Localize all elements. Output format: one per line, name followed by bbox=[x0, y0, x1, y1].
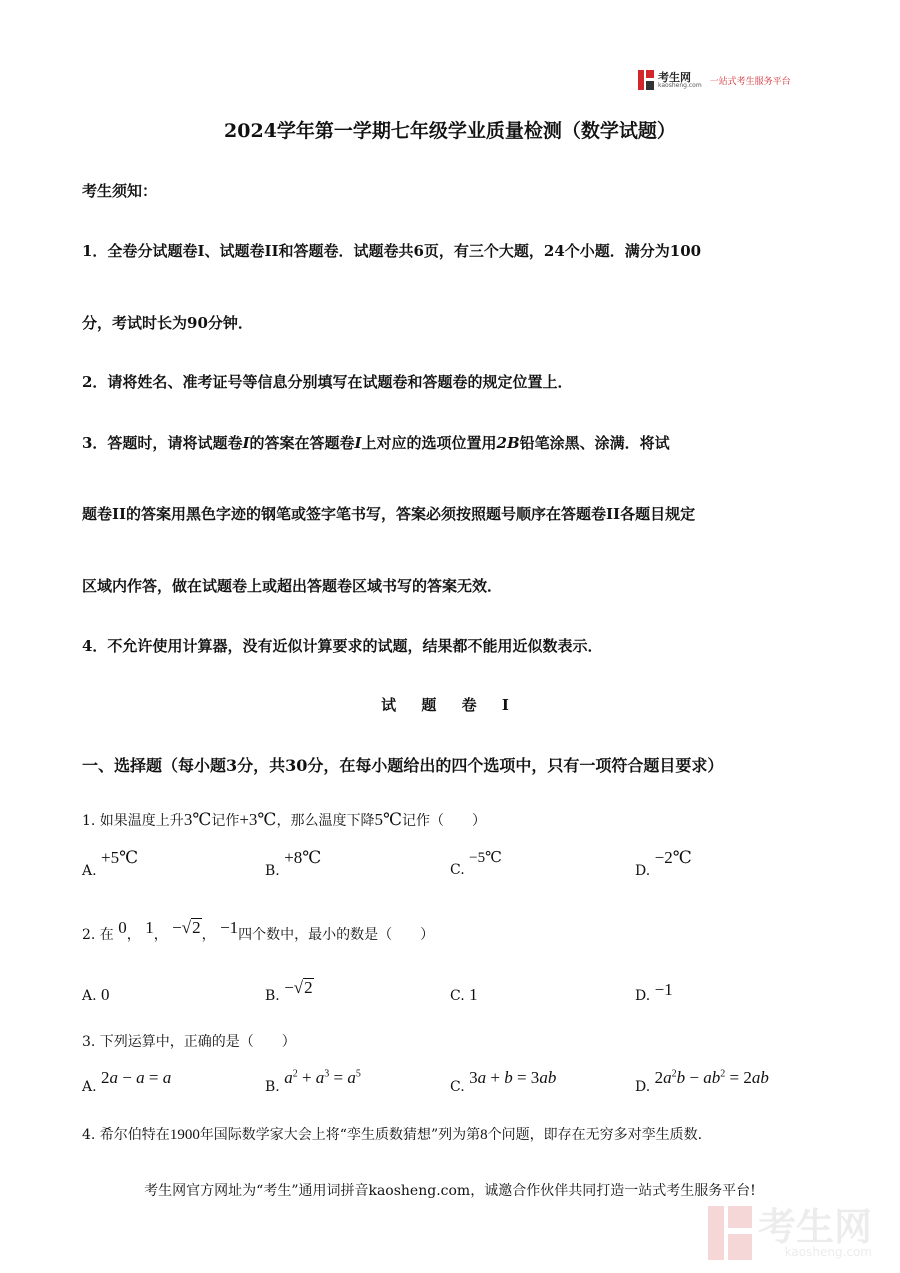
q1-value-2: +3℃ bbox=[239, 810, 277, 829]
notice-3-part-a: 3．答题时，请将试题卷 bbox=[82, 434, 243, 452]
q2-num-neg-sqrt2: −√2 bbox=[172, 918, 201, 937]
q4-year: 1900 bbox=[169, 1127, 200, 1143]
q2-option-a[interactable] bbox=[82, 985, 110, 1005]
option-label: B. bbox=[265, 863, 280, 879]
q1-option-d[interactable] bbox=[635, 848, 692, 880]
question-1 bbox=[82, 810, 486, 830]
notice-line-3b: 题卷II的答案用黑色字迹的钢笔或签字笔书写，答案必须按照题号顺序在答题卷II各题目规定 bbox=[82, 505, 696, 523]
notice-line-3c: 区域内作答，做在试题卷上或超出答题卷区域书写的答案无效． bbox=[82, 577, 503, 595]
notice-3-part-b: 的答案在答题卷 bbox=[249, 434, 355, 452]
notice-line-2: 2．请将姓名、准考证号等信息分别填写在试题卷和答题卷的规定位置上． bbox=[82, 373, 573, 391]
q2-sep: ， bbox=[126, 927, 141, 943]
exponent: 2 bbox=[720, 1068, 726, 1080]
footer-note: 考生网官方网址为“考生”通用词拼音kaosheng.com，诚邀合作伙伴共同打造一站式考生服务平台! bbox=[144, 1183, 756, 1199]
section-title: 试 题 卷 I bbox=[381, 696, 519, 714]
q4-number: 8 bbox=[480, 1127, 488, 1143]
exponent: 2 bbox=[671, 1068, 677, 1080]
logo-domain: kaosheng.com bbox=[658, 81, 702, 89]
kaosheng-logo-icon bbox=[638, 70, 654, 90]
q2-num-neg1: −1 bbox=[220, 918, 239, 937]
watermark-domain: kaosheng.com bbox=[784, 1245, 872, 1259]
notice-heading: 考生须知： bbox=[82, 182, 158, 200]
q1-option-c[interactable] bbox=[450, 850, 502, 879]
option-value: 1 bbox=[469, 985, 478, 1004]
notice-3-italic-i: I bbox=[242, 434, 250, 452]
q2-num-0: 0 bbox=[118, 918, 127, 937]
option-label: D. bbox=[635, 1079, 651, 1095]
watermark-text bbox=[757, 1205, 872, 1259]
option-value: −5℃ bbox=[469, 850, 502, 866]
radicand: 2 bbox=[304, 978, 313, 997]
radicand: 2 bbox=[192, 918, 201, 937]
option-value: −1 bbox=[654, 980, 673, 999]
question-3: 3. 下列运算中，正确的是（ ） bbox=[82, 1034, 296, 1050]
option-value: 3a + b = 3ab bbox=[469, 1068, 557, 1087]
q2-stem-a: 2. 在 bbox=[82, 927, 114, 943]
option-label: A. bbox=[82, 863, 97, 879]
part-one-heading: 一、选择题（每小题3分，共30分，在每小题给出的四个选项中，只有一项符合题目要求） bbox=[82, 756, 724, 775]
q3-option-d[interactable] bbox=[635, 1068, 769, 1095]
q4-stem-c: 个问题，即存在无穷多对孪生质数. bbox=[487, 1127, 703, 1143]
logo-name: 考生网 bbox=[658, 70, 691, 84]
q3-option-a[interactable] bbox=[82, 1068, 172, 1095]
kaosheng-watermark-icon bbox=[708, 1206, 752, 1260]
option-value: $a^2 + a^3 = a^5$ bbox=[284, 1068, 361, 1087]
notice-line-1b: 分，考试时长为90分钟． bbox=[82, 314, 253, 332]
option-value: 2a − a = a bbox=[101, 1068, 172, 1087]
option-label: C. bbox=[450, 862, 465, 878]
watermark-name: 考生网 bbox=[757, 1205, 872, 1249]
question-4 bbox=[82, 1124, 702, 1144]
q3-option-b[interactable] bbox=[265, 1068, 361, 1095]
q1-option-a[interactable] bbox=[82, 848, 139, 880]
logo-text bbox=[658, 72, 702, 89]
q2-num-1: 1 bbox=[145, 918, 154, 937]
minus-sign: − bbox=[284, 978, 294, 997]
exponent: 3 bbox=[324, 1068, 330, 1080]
option-value: −2℃ bbox=[654, 848, 692, 867]
q4-stem-a: 4. 希尔伯特在 bbox=[82, 1127, 170, 1143]
exponent: 5 bbox=[355, 1068, 361, 1080]
q1-stem-c: ，那么温度下降 bbox=[276, 813, 375, 829]
exponent: 2 bbox=[292, 1068, 298, 1080]
q2-stem-b: 四个数中，最小的数是（ ） bbox=[238, 927, 435, 943]
q2-option-d[interactable] bbox=[635, 980, 673, 1004]
watermark bbox=[708, 1206, 872, 1260]
option-label: C. bbox=[450, 1079, 465, 1095]
q2-option-b[interactable] bbox=[265, 978, 314, 1004]
option-value: +8℃ bbox=[284, 848, 322, 867]
q1-option-b[interactable] bbox=[265, 848, 322, 880]
notice-3-italic-i-2: I bbox=[354, 434, 362, 452]
option-label: B. bbox=[265, 1079, 280, 1095]
notice-line-3 bbox=[82, 432, 670, 453]
logo-slogan: 一站式考生服务平台 bbox=[709, 76, 791, 87]
header-logo bbox=[638, 70, 791, 90]
notice-3-part-d: 铅笔涂黑、涂满．将试 bbox=[519, 434, 670, 452]
option-label: D. bbox=[635, 863, 651, 879]
notice-line-4: 4．不允许使用计算器，没有近似计算要求的试题，结果都不能用近似数表示． bbox=[82, 637, 603, 655]
question-2 bbox=[82, 918, 435, 944]
option-label: B. bbox=[265, 988, 280, 1004]
option-label: A. bbox=[82, 1079, 97, 1095]
option-value: 0 bbox=[101, 985, 110, 1004]
minus-sign: − bbox=[172, 918, 182, 937]
option-value: +5℃ bbox=[101, 848, 139, 867]
q1-stem-a: 1. 如果温度上升 bbox=[82, 813, 184, 829]
q1-value-3: 5℃ bbox=[374, 810, 402, 829]
notice-3-part-c: 上对应的选项位置用 bbox=[361, 434, 497, 452]
q4-stem-b: 年国际数学家大会上将“孪生质数猜想”列为第 bbox=[199, 1127, 481, 1143]
q2-option-c[interactable] bbox=[450, 985, 478, 1005]
q1-value-1: 3℃ bbox=[183, 810, 212, 829]
q2-sep: ， bbox=[153, 927, 168, 943]
q2-sep: ， bbox=[201, 927, 216, 943]
notice-line-1: 1．全卷分试题卷I、试题卷II和答题卷．试题卷共6页，有三个大题，24个小题．满分为100 bbox=[82, 242, 702, 260]
page-title: 2024学年第一学期七年级学业质量检测（数学试题） bbox=[224, 120, 676, 142]
q1-stem-d: 记作（ ） bbox=[401, 813, 486, 829]
option-label: C. bbox=[450, 988, 465, 1004]
notice-3-pencil: 2B bbox=[496, 434, 520, 452]
option-label: A. bbox=[82, 988, 97, 1004]
option-value: $2a^2b - ab^2 = 2ab$ bbox=[654, 1068, 769, 1087]
q3-option-c[interactable] bbox=[450, 1068, 557, 1095]
option-value: −√2 bbox=[284, 978, 313, 997]
q1-stem-b: 记作 bbox=[211, 813, 240, 829]
option-label: D. bbox=[635, 988, 651, 1004]
